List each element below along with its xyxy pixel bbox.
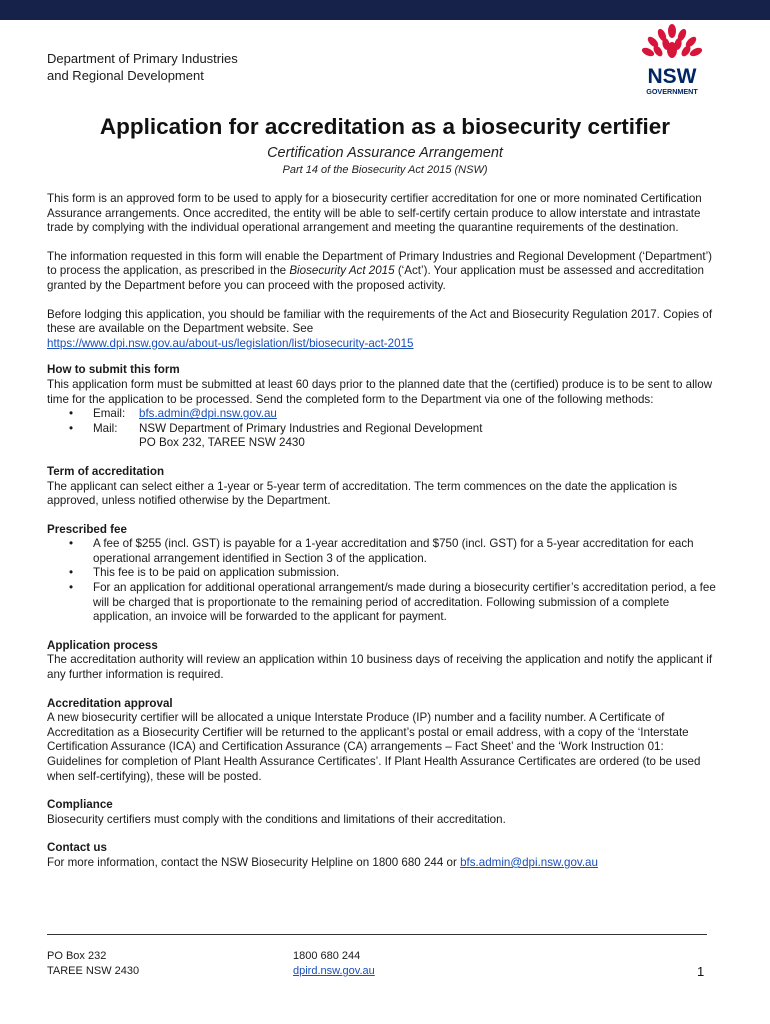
page-number: 1	[697, 964, 705, 979]
term-heading: Term of accreditation	[47, 464, 165, 478]
intro-paragraph-3: Before lodging this application, you should be familiar with the requirements of the Act and Biosecurity Regulation 2017. Copies of these are available on the Department website. See https://www.dpi.nsw.gov.au/about-us/legislation/list/biosecurity-act-2015	[47, 307, 713, 350]
fee-item: • For an application for additional operational arrangement/s made during a biosecurity certifier’s accreditation period, a fee will be charged that is proportionate to the remaining period of accreditation. Following submission of a complete application, an invoice will be forwarded to the applicant for payment.	[47, 581, 719, 625]
logo-wordmark: NSW	[647, 65, 697, 88]
mail-address-line-2: PO Box 232, TAREE NSW 2430	[139, 436, 305, 450]
page-subtitle: Certification Assurance Arrangement	[267, 145, 503, 161]
intro-paragraph-2: The information requested in this form will enable the Department of Primary Industries and Regional Development (‘Department’) to process the application, as prescribed in the Biosecurity Act 2015 (‘Act’). Your application must be assessed and accreditation granted by the Department before you can proceed with the proposed activity.	[47, 249, 713, 292]
process-heading: Application process	[47, 638, 158, 652]
fee-item: • A fee of $255 (incl. GST) is payable for a 1-year accreditation and $750 (incl. GST) for a 5-year accreditation for each operational arrangement identified in Section 3 of the application.	[47, 537, 719, 566]
intro-paragraph-1: This form is an approved form to be used to apply for a biosecurity certifier accreditation for one or more nominated Certification Assurance arrangements. Once accredited, the entity will be able to self-certify certain produce to allow interstate and intrastate trade by complying with the individual operational arrangement and meeting the quarantine requirements of the destination.	[47, 192, 702, 235]
fee-heading: Prescribed fee	[47, 522, 127, 536]
footer-address	[47, 949, 139, 979]
nsw-government-logo	[636, 24, 708, 98]
compliance-heading: Compliance	[47, 798, 113, 812]
footer-website-link[interactable]: dpird.nsw.gov.au	[293, 965, 375, 977]
contact-text: For more information, contact the NSW Biosecurity Helpline on 1800 680 244 or bfs.admin@dpi.nsw.gov.au	[47, 855, 598, 869]
submit-methods-list	[47, 407, 719, 436]
footer-divider	[47, 934, 707, 935]
contact-heading: Contact us	[47, 841, 107, 855]
waratah-icon	[636, 24, 708, 98]
footer-address-line-2: TAREE NSW 2430	[47, 965, 140, 977]
fee-item: • This fee is to be paid on application submission.	[47, 566, 719, 581]
fee-list	[47, 537, 719, 625]
footer-address-line-1: PO Box 232	[47, 950, 107, 962]
department-line-1: Department of Primary Industries	[47, 51, 238, 66]
logo-subtext: GOVERNMENT	[646, 87, 698, 96]
process-text: The accreditation authority will review an application within 10 business days of receiving the application and notify the applicant if any further information is required.	[47, 653, 713, 682]
page-title: Application for accreditation as a biosecurity certifier	[99, 114, 671, 139]
submit-method-email: • Email: bfs.admin@dpi.nsw.gov.au	[47, 407, 719, 422]
footer-contact	[293, 949, 375, 979]
top-banner	[0, 0, 770, 20]
approval-heading: Accreditation approval	[47, 696, 173, 710]
biosecurity-act-link[interactable]: https://www.dpi.nsw.gov.au/about-us/legislation/list/biosecurity-act-2015	[47, 336, 414, 350]
contact-email-link[interactable]: bfs.admin@dpi.nsw.gov.au	[460, 855, 598, 869]
footer-phone: 1800 680 244	[293, 950, 361, 962]
compliance-text: Biosecurity certifiers must comply with the conditions and limitations of their accreditation.	[47, 812, 506, 826]
department-line-2: and Regional Development	[47, 68, 204, 83]
submit-method-mail: • Mail: NSW Department of Primary Industries and Regional Development	[47, 422, 719, 437]
submit-email-link[interactable]: bfs.admin@dpi.nsw.gov.au	[139, 407, 277, 421]
approval-text: A new biosecurity certifier will be allocated a unique Interstate Produce (IP) number and a facility number. A Certificate of Accreditation as a Biosecurity Certifier will be returned to the applicant’s postal or email address, with a copy of the ‘Interstate Certification Assurance (ICA) and Certification Assurance (CA) arrangements – Fact Sheet’ and the ‘Work Instruction 01: Guidelines for completion of Plant Health Assurance Certificates’. If Plant Health Assurance Certificates are ordered (to be used when self-certifying), these will be posted.	[47, 711, 701, 783]
submit-text: This application form must be submitted at least 60 days prior to the planned date that the (certified) produce is to be sent to allow time for the application to be processed. Send the completed form to the Department via one of the following methods:	[47, 377, 713, 406]
submit-heading: How to submit this form	[47, 363, 180, 377]
document-body	[47, 192, 719, 871]
term-text: The applicant can select either a 1-year or 5-year term of accreditation. The term commences on the date the application is approved, unless notified otherwise by the Department.	[47, 479, 678, 508]
legislation-reference: Part 14 of the Biosecurity Act 2015 (NSW)	[282, 164, 488, 176]
department-name	[47, 50, 238, 84]
